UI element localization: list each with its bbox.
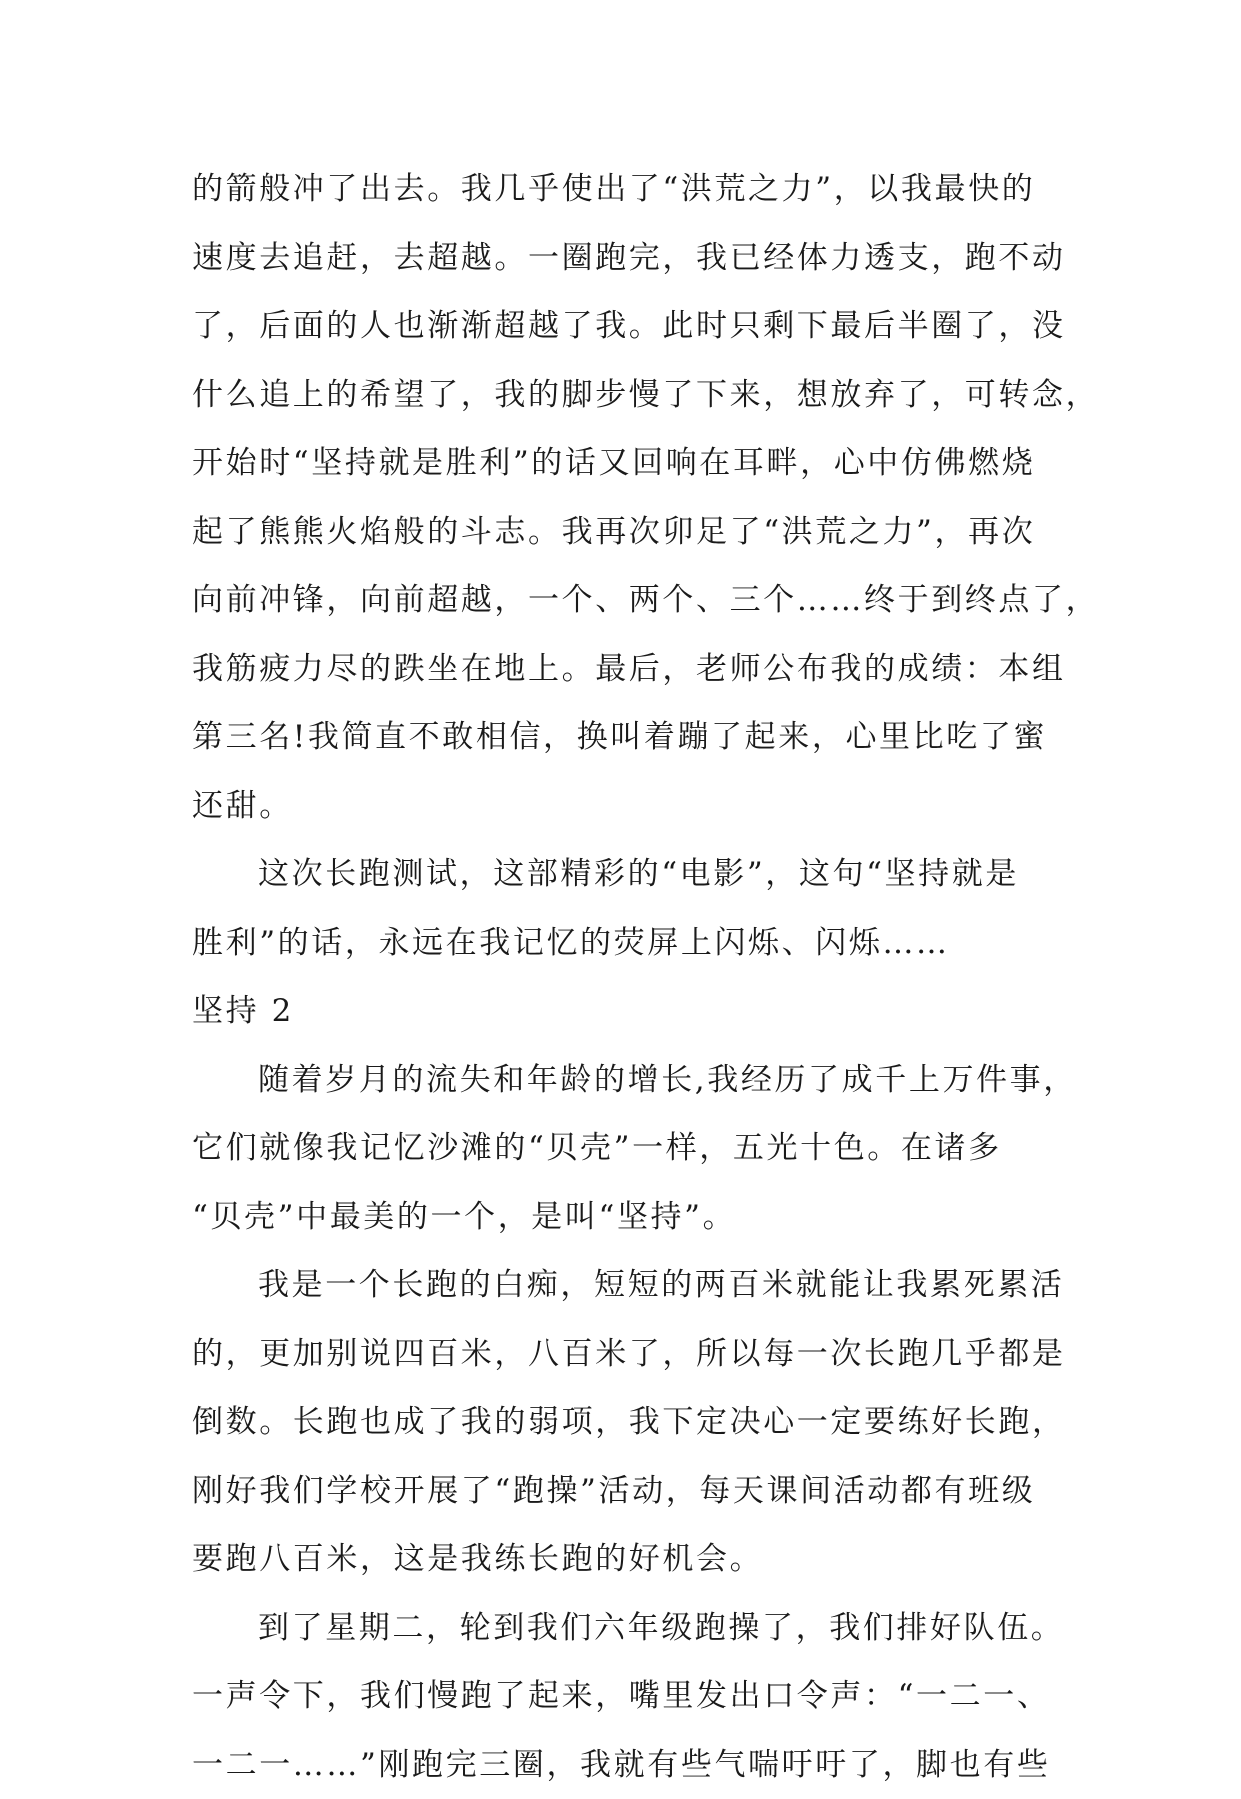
text-line: 胜利”的话，永远在我记忆的荧屏上闪烁、闪烁…… [192, 909, 1072, 978]
paragraph-start-line: 到了星期二，轮到我们六年级跑操了，我们排好队伍。 [192, 1594, 1072, 1663]
text-line: 我筋疲力尽的跌坐在地上。最后，老师公布我的成绩：本组 [192, 635, 1072, 704]
text-line: 一声令下，我们慢跑了起来，嘴里发出口令声：“一二一、 [192, 1662, 1072, 1731]
text-line: 的，更加别说四百米，八百米了，所以每一次长跑几乎都是 [192, 1320, 1072, 1389]
text-line: 的箭般冲了出去。我几乎使出了“洪荒之力”，以我最快的 [192, 155, 1072, 224]
paragraph-start-line: 我是一个长跑的白痴，短短的两百米就能让我累死累活 [192, 1251, 1072, 1320]
paragraph-start-line: 随着岁月的流失和年龄的增长,我经历了成千上万件事， [192, 1046, 1072, 1115]
text-line: “贝壳”中最美的一个，是叫“坚持”。 [192, 1183, 1072, 1252]
text-line: 要跑八百米，这是我练长跑的好机会。 [192, 1525, 1072, 1594]
text-line: 开始时“坚持就是胜利”的话又回响在耳畔，心中仿佛燃烧 [192, 429, 1072, 498]
text-line: 倒数。长跑也成了我的弱项，我下定决心一定要练好长跑， [192, 1388, 1072, 1457]
text-line: 了，后面的人也渐渐超越了我。此时只剩下最后半圈了，没 [192, 292, 1072, 361]
body-text [192, 155, 1072, 1799]
text-line: 向前冲锋，向前超越，一个、两个、三个……终于到终点了， [192, 566, 1072, 635]
text-line: 起了熊熊火焰般的斗志。我再次卯足了“洪荒之力”，再次 [192, 498, 1072, 567]
text-line: 第三名!我简直不敢相信，换叫着蹦了起来，心里比吃了蜜 [192, 703, 1072, 772]
text-line: 刚好我们学校开展了“跑操”活动，每天课间活动都有班级 [192, 1457, 1072, 1526]
text-line: 它们就像我记忆沙滩的“贝壳”一样，五光十色。在诸多 [192, 1114, 1072, 1183]
paragraph-start-line: 这次长跑测试，这部精彩的“电影”，这句“坚持就是 [192, 840, 1072, 909]
text-line: 什么追上的希望了，我的脚步慢了下来，想放弃了，可转念， [192, 361, 1072, 430]
text-line: 一二一……”刚跑完三圈，我就有些气喘吁吁了，脚也有些 [192, 1731, 1072, 1799]
section-heading: 坚持 2 [192, 977, 1072, 1046]
text-line: 还甜。 [192, 772, 1072, 841]
text-line: 速度去追赶，去超越。一圈跑完，我已经体力透支，跑不动 [192, 224, 1072, 293]
